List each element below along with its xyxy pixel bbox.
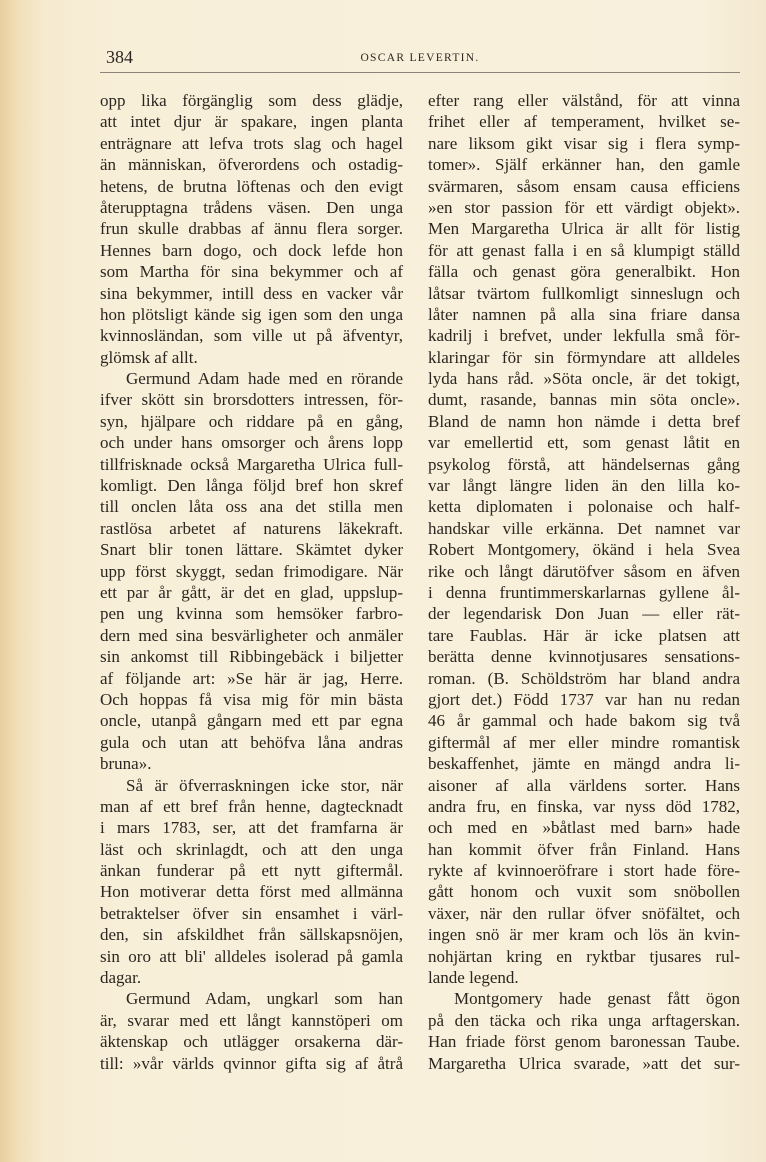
text-line: Hennes barn dogo, och dock lefde hon (100, 240, 403, 260)
text-line: Så är öfverraskningen icke stor, när (126, 775, 403, 795)
text-line: betraktelser öfver sin ensamhet i värl- (100, 903, 403, 923)
text-line: svärmaren, såsom ensam causa efficiens (428, 176, 740, 196)
text-line: beskaffenhet, jämte en mängd andra li- (428, 754, 740, 774)
text-line: var emellertid ett, som genast låtit en (428, 433, 740, 453)
text-line: »en stor passion för ett värdigt objekt». (428, 197, 740, 217)
text-line: änkan funderar på ett nytt giftermål. (100, 861, 403, 881)
text-line: komligt. Den långa följd bref hon skref (100, 476, 403, 496)
text-line: Hon motiverar detta först med allmänna (100, 882, 403, 902)
text-line: att intet djur är spakare, ingen planta (100, 112, 403, 132)
text-line: sin ankomst till Ribbingebäck i biljetter (100, 647, 403, 667)
text-line: Och hoppas få visa mig för min bästa (100, 689, 403, 709)
text-line: i mars 1783, ser, att det framfarna är (100, 818, 403, 838)
text-line: fälla och genast göra generalbikt. Hon (428, 262, 740, 282)
text-line: oncle, utanpå gångarn med ett par egna (100, 711, 403, 731)
text-line: handskar ville erkänna. Det namnet var (428, 518, 740, 538)
text-line: klaringar för sin förmyndare att alldeles (428, 347, 740, 367)
text-line: aisoner af alla världens sorter. Hans (428, 775, 740, 795)
text-line: han kommit öfver från Finland. Hans (428, 839, 740, 859)
text-line: kvinnosländan, som ville ut på äfventyr, (100, 326, 403, 346)
text-line: ketta diplomaten i polonaise och half- (428, 497, 740, 517)
paragraph (428, 988, 740, 1074)
text-line: efter rang eller välstånd, för att vinna (428, 91, 740, 110)
text-line: läst och skrinlagdt, och att den unga (100, 839, 403, 859)
text-line: rykte af kvinnoeröfrare i stort hade före- (428, 861, 740, 881)
text-line: gula och utan att behöfva låna andras (100, 732, 403, 752)
text-line: tillfrisknade också Margaretha Ulrica full- (100, 454, 403, 474)
text-line: tomer». Själf erkänner han, den gamle (428, 155, 740, 175)
page-header (100, 47, 740, 71)
text-line: på den täcka och rika unga arftagerskan. (428, 1010, 740, 1030)
text-line: återupptagna trådens väsen. Den unga (100, 197, 403, 217)
text-line: Robert Montgomery, ökänd i hela Svea (428, 540, 740, 560)
text-line: Han friade först genom baronessan Taube. (428, 1032, 740, 1052)
paragraph (100, 90, 403, 368)
text-line: än människan, öfverordens och ostadig- (100, 155, 403, 175)
text-line: rike och långt därutöfver såsom en äfven (428, 561, 740, 581)
text-line: upp först skyggt, sedan frimodigare. När (100, 561, 403, 581)
text-line: pen ung kvinna som hemsöker farbro- (100, 604, 403, 624)
text-line: och med en »båtlast med barn» hade (428, 818, 740, 838)
text-line: 46 år gammal och hade bakom sig två (428, 711, 740, 731)
text-line: som Martha för sina bekymmer och af (100, 262, 403, 282)
text-line: lande legend. (428, 968, 519, 988)
text-line: Montgomery hade genast fått ögon (454, 989, 740, 1009)
paragraph (100, 775, 403, 989)
text-line: nare liksom gikt visar sig i flera symp- (428, 133, 740, 153)
text-line: Snart blir tonen lättare. Skämtet dyker (100, 540, 403, 560)
paragraph (100, 988, 403, 1074)
text-line: dagar. (100, 968, 142, 988)
text-line: psykolog förstå, att händelsernas gång (428, 454, 740, 474)
text-line: glömsk af allt. (100, 347, 198, 367)
text-line: hon plötsligt kände sig igen som den unga (100, 304, 403, 324)
text-line: Germund Adam hade med en rörande (126, 369, 403, 389)
text-line: man af ett bref från henne, dagtecknadt (100, 796, 403, 816)
text-line: frun skulle drabbas af ännu flera sorger. (100, 219, 403, 239)
text-line: syn, hjälpare och riddare på en gång, (100, 411, 403, 431)
text-line: ingen snö är mer kram och lös än kvin- (428, 925, 740, 945)
text-line: opp lika förgänglig som dess glädje, (100, 91, 403, 110)
text-line: nohjärtan kring en ryktbar tjusares rul- (428, 946, 740, 966)
text-line: ett par år gått, är det en glad, uppslup- (100, 582, 403, 602)
text-line: låtsar tvärtom fullkomligt sinneslugn och (428, 283, 740, 303)
paragraph (100, 368, 403, 774)
text-line: växer, när den rullar öfver snöfältet, och (428, 903, 740, 923)
left-column (100, 90, 403, 1074)
text-line: sina bekymmer, intill dess en vacker vår (100, 283, 403, 303)
text-line: och under hans omsorger och årens lopp (100, 433, 403, 453)
text-line: gjort det.) Född 1737 var han nu redan (428, 689, 740, 709)
text-line: lyda hans råd. »Söta oncle, är det tokigt, (428, 369, 740, 389)
text-line: i denna fruntimmerskarlarnas gyllene ål- (428, 582, 740, 602)
text-line: låter namnen på alla sina friare dansa (428, 304, 740, 324)
text-line: bruna». (100, 754, 152, 774)
text-line: dumt, rasande, bannas min söta oncle». (428, 390, 740, 410)
text-line: för att genast falla i en så klumpigt ställd (428, 240, 740, 260)
text-line: den, sin afskildhet från sällskapsnöjen, (100, 925, 403, 945)
text-line: roman. (B. Schöldström har bland andra (428, 668, 740, 688)
text-line: Germund Adam, ungkarl som han (126, 989, 403, 1009)
text-line: Men Margaretha Ulrica är allt för listig (428, 219, 740, 239)
text-line: gått honom och vuxit som snöbollen (428, 882, 740, 902)
page-number: 384 (106, 47, 133, 67)
paragraph (428, 90, 740, 988)
text-line: giftermål af mer eller mindre romantisk (428, 732, 740, 752)
text-line: äktenskap och utlägger orsakerna där- (100, 1032, 403, 1052)
text-line: der legendarisk Don Juan — eller rät- (428, 604, 740, 624)
right-column (428, 90, 740, 1074)
text-line: är, svarar med ett långt kannstöperi om (100, 1010, 403, 1030)
text-line: till: »vår världs qvinnor gifta sig af åtrå (100, 1053, 403, 1073)
text-line: rastlösa arbetet af naturens läkekraft. (100, 518, 403, 538)
text-line: till onclen låta oss ana det stilla men (100, 497, 403, 517)
text-line: var långt längre liden än den lilla ko- (428, 476, 740, 496)
text-line: sin oro att bli' alldeles isolerad på gamla (100, 946, 403, 966)
text-line: andra fru, en finska, var nyss död 1782, (428, 796, 740, 816)
text-line: frihet eller af temperament, hvilket se- (428, 112, 740, 132)
text-line: Bland de namn hon nämde i detta bref (428, 411, 740, 431)
text-line: enträgnare att lefva trots slag och hagel (100, 133, 403, 153)
text-line: tare Faublas. Här är icke platsen att (428, 625, 740, 645)
text-line: af följande art: »Se här är jag, Herre. (100, 668, 403, 688)
text-line: Margaretha Ulrica svarade, »att det sur- (428, 1053, 740, 1073)
text-line: hetens, de brutna löftenas och den evigt (100, 176, 403, 196)
text-line: dern med sina besvärligheter och anmäler (100, 625, 403, 645)
running-title: OSCAR LEVERTIN. (360, 52, 480, 64)
text-line: ifver skött sin brorsdotters intressen, för- (100, 390, 403, 410)
text-line: berätta denne kvinnotjusares sensations- (428, 647, 740, 667)
header-rule (100, 72, 740, 73)
text-line: kadrilj i brefvet, under lekfulla små för- (428, 326, 740, 346)
